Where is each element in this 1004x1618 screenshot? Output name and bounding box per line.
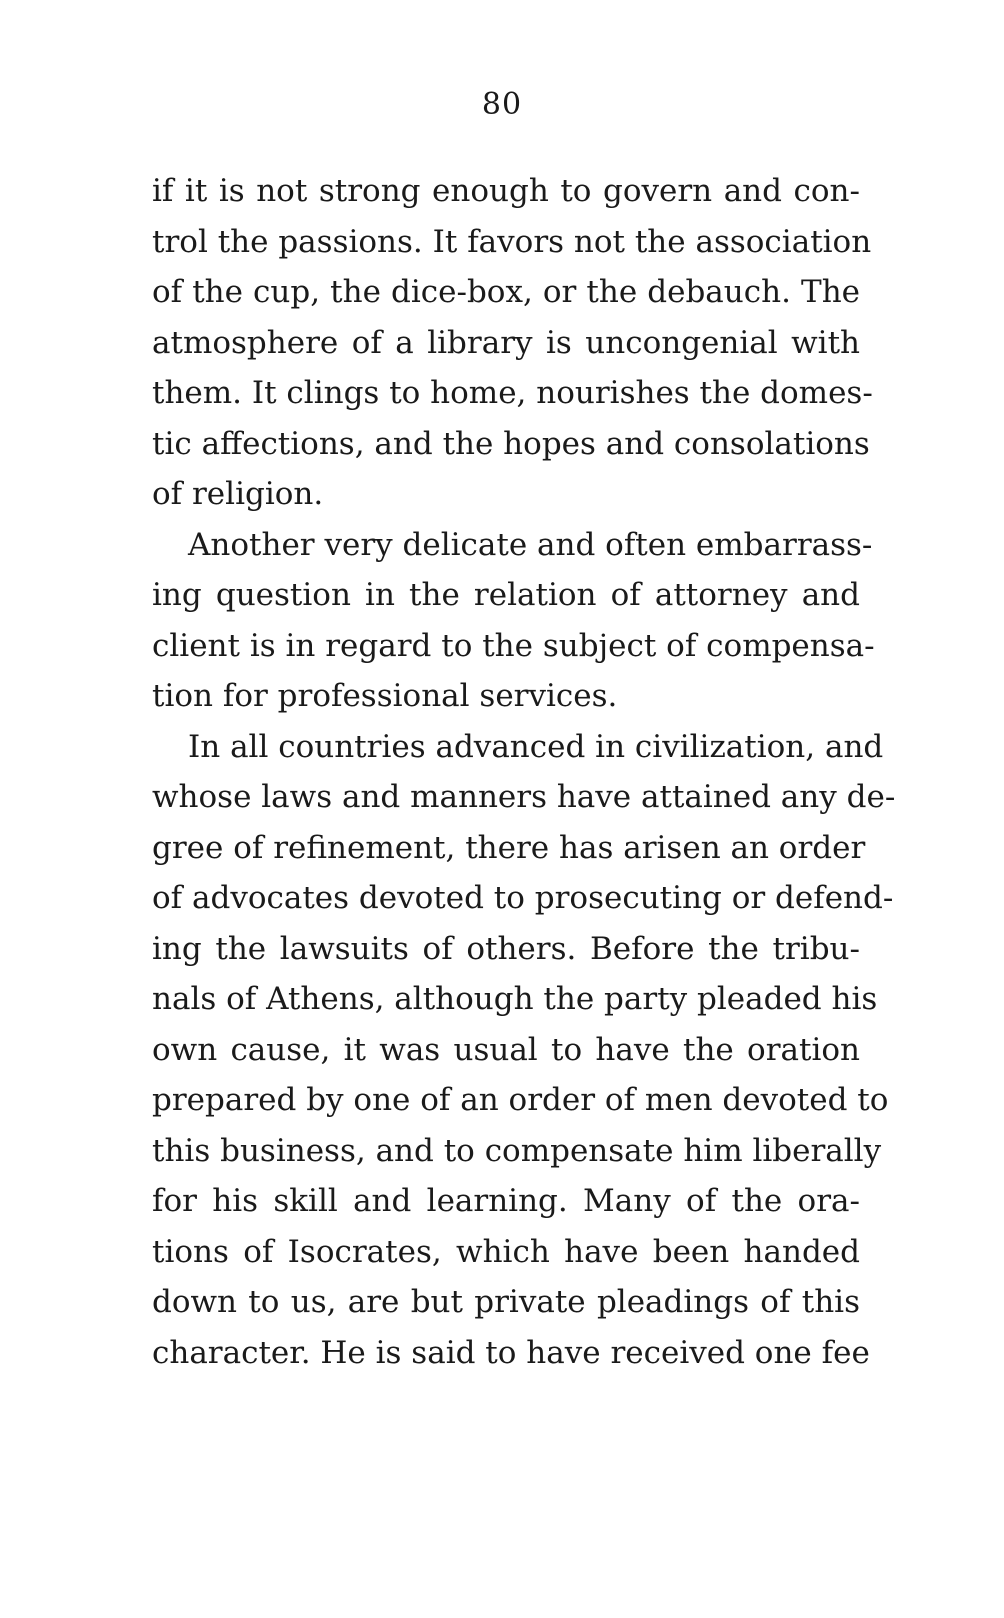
text-line: trol the passions. It favors not the association [152, 223, 872, 260]
text-line: own cause, it was usual to have the oration [152, 1031, 860, 1068]
text-line: whose laws and manners have attained any de- [152, 779, 896, 815]
text-line: nals of Athens, although the party pleaded his [152, 981, 878, 1017]
text-line: for his skill and learning. Many of the ora- [152, 1183, 860, 1219]
text-line: of religion. [152, 476, 324, 512]
text-line: them. It clings to home, nourishes the domes- [152, 375, 873, 411]
text-line: gree of refinement, there has arisen an order [152, 829, 866, 866]
text-line: ing question in the relation of attorney and [152, 577, 860, 613]
text-line: tion for professional services. [152, 678, 618, 714]
text-line: tions of Isocrates, which have been handed [152, 1233, 860, 1270]
text-line: prepared by one of an order of men devoted to [152, 1082, 889, 1118]
text-line: character. He is said to have received one fee [152, 1334, 870, 1371]
text-line: of advocates devoted to prosecuting or defend- [152, 880, 894, 916]
page-number: 80 [481, 87, 523, 122]
text-line: atmosphere of a library is uncongenial with [152, 324, 860, 361]
body-text [152, 166, 896, 1378]
text-line: down to us, are but private pleadings of this [152, 1284, 860, 1320]
text-line: of the cup, the dice-box, or the debauch. The [152, 274, 860, 310]
text-line: In all countries advanced in civilization, and [188, 728, 884, 765]
text-line: tic affections, and the hopes and consolations [152, 425, 870, 462]
text-line: client is in regard to the subject of compensa- [152, 627, 875, 664]
text-line: ing the lawsuits of others. Before the tribu- [152, 930, 860, 967]
text-line: if it is not strong enough to govern and con- [152, 173, 860, 209]
text-line: Another very delicate and often embarrass- [188, 526, 873, 563]
text-line: this business, and to compensate him liberally [152, 1132, 882, 1169]
